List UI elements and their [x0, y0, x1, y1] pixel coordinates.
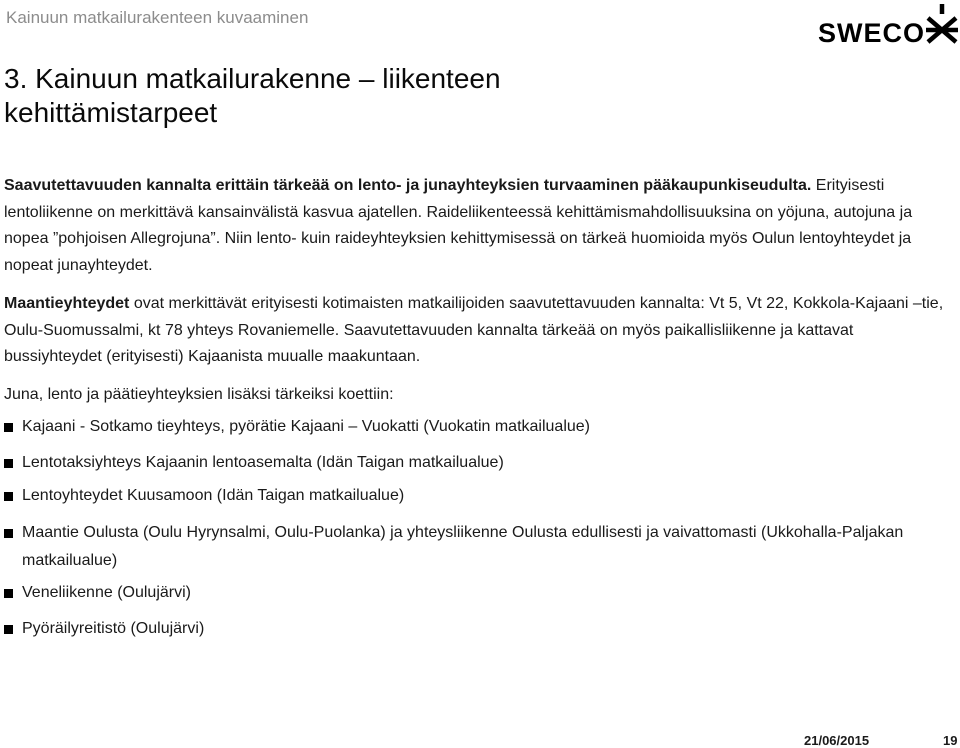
bullet-icon	[4, 625, 13, 634]
sweco-star-icon	[924, 2, 960, 46]
paragraph-body: Erityisesti lentoliikenne on merkittävä kansainvälistä kasvua ajatellen. Raideliikenteessä kehittämismahdollisuuksina on yöjuna, autojuna ja nopea ”pohjoisen Allegrojuna”. Niin lento- kuin raideyhteyksien kehittymisessä on tärkeä huomioida myös Oulun lentoyhteydet ja nopeat junayhteydet.	[4, 177, 913, 274]
bullet-icon	[4, 423, 13, 432]
bullet-icon	[4, 529, 13, 538]
list-item: Maantie Oulusta (Oulu Hyrynsalmi, Oulu-Puolanka) ja yhteysliikenne Oulusta edullisesti ja vaivattomasti (Ukkohalla-Paljakan matkailualue)	[22, 524, 904, 569]
list-item: Kajaani - Sotkamo tieyhteys, pyörätie Kajaani – Vuokatti (Vuokatin matkailualue)	[22, 418, 591, 435]
bullet-icon	[4, 589, 13, 598]
paragraph-body: ovat merkittävät erityisesti kotimaisten matkailijoiden saavutettavuuden kannalta: Vt 5, Vt 22, Kokkola-Kajaani –tie, Oulu-Suomussalmi, kt 78 yhteys Rovaniemelle. Saavutettavuuden kannalta tärkeää on myös paikallisliikenne ja kattavat bussiyhteydet (erityisesti) Kajaanista muualle maakuntaan.	[4, 295, 944, 365]
paragraph-road	[4, 291, 949, 371]
list-item: Pyöräilyreitistö (Oulujärvi)	[22, 620, 205, 637]
paragraph-lead: Saavutettavuuden kannalta erittäin tärkeää on lento- ja junayhteyksien turvaaminen pääkaupunkiseudulta.	[4, 177, 812, 194]
sweco-logo	[818, 2, 960, 50]
paragraph-air-rail	[4, 173, 949, 279]
list-item: Veneliikenne (Oulujärvi)	[22, 584, 191, 601]
paragraph-list-intro: Juna, lento ja päätieyhteyksien lisäksi tärkeiksi koettiin:	[4, 386, 394, 403]
bullet-icon	[4, 459, 13, 468]
page-title: 3. Kainuun matkailurakenne – liikenteen kehittämistarpeet	[4, 63, 501, 128]
header-label: Kainuun matkailurakenteen kuvaaminen	[6, 8, 309, 27]
logo-text: SWECO	[818, 18, 926, 48]
paragraph-lead: Maantieyhteydet	[4, 295, 130, 312]
list-item: Lentotaksiyhteys Kajaanin lentoasemalta (Idän Taigan matkailualue)	[22, 454, 504, 471]
bullet-icon	[4, 492, 13, 501]
list-item: Lentoyhteydet Kuusamoon (Idän Taigan matkailualue)	[22, 487, 405, 504]
footer-date: 21/06/2015	[804, 733, 870, 748]
page-number: 19	[943, 733, 958, 748]
